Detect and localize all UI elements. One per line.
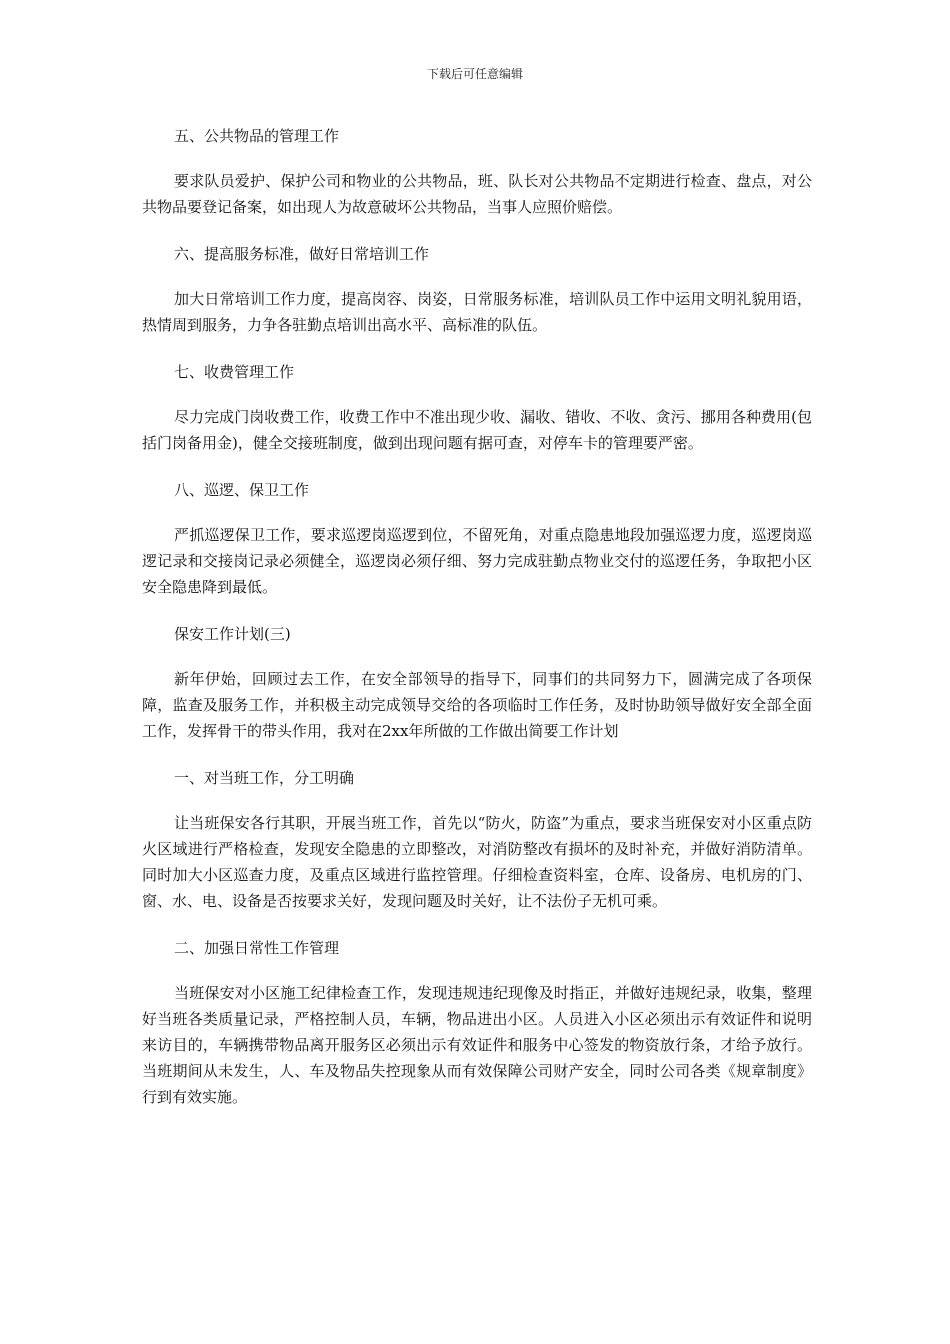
section-paragraph: 加大日常培训工作力度，提高岗容、岗姿，日常服务标准，培训队员工作中运用文明礼貌用语，热情周到服务，力争各驻勤点培训出高水平、高标准的队伍。	[142, 290, 812, 334]
section-heading: 七、收费管理工作	[174, 363, 295, 381]
section-heading: 八、巡逻、保卫工作	[174, 481, 310, 499]
section-paragraph: 当班保安对小区施工纪律检查工作，发现违规违纪现像及时指正，并做好违规纪录，收集，整理好当班各类质量记录，严格控制人员，车辆，物品进出小区。人员进入小区必须出示有效证件和说明来访目的，车辆携带物品离开服务区必须出示有效证件和服务中心签发的物资放行条，才给予放行。当班期间从未发生，人、车及物品失控现象从而有效保障公司财产安全，同时公司各类《规章制度》行到有效实施。	[142, 984, 812, 1106]
page-header: 下载后可任意编辑	[426, 67, 523, 81]
section-paragraph: 让当班保安各行其职，开展当班工作，首先以“防火，防盗”为重点，要求当班保安对小区重点防火区域进行严格检查，发现安全隐患的立即整改，对消防整改有损坏的及时补充，并做好消防清单。同时加大小区巡查力度，及重点区域进行监控管理。仔细检查资料室，仓库、设备房、电机房的门、窗、水、电、设备是否按要求关好，发现问题及时关好，让不法份子无机可乘。	[142, 814, 812, 910]
section-heading: 一、对当班工作，分工明确	[174, 769, 355, 787]
section-paragraph: 新年伊始，回顾过去工作，在安全部领导的指导下，同事们的共同努力下，圆满完成了各项保障，监查及服务工作，并积极主动完成领导交给的各项临时工作任务，及时协助领导做好安全部全面工作，发挥骨干的带头作用，我对在2xx年所做的工作做出简要工作计划	[142, 670, 812, 740]
section-paragraph: 尽力完成门岗收费工作，收费工作中不准出现少收、漏收、错收、不收、贪污、挪用各种费用(包括门岗备用金)，健全交接班制度，做到出现问题有据可查，对停车卡的管理要严密。	[142, 408, 812, 452]
document-body	[142, 122, 812, 1110]
section-heading: 五、公共物品的管理工作	[174, 127, 340, 145]
section-paragraph: 严抓巡逻保卫工作，要求巡逻岗巡逻到位，不留死角，对重点隐患地段加强巡逻力度，巡逻岗巡逻记录和交接岗记录必须健全，巡逻岗必须仔细、努力完成驻勤点物业交付的巡逻任务，争取把小区安全隐患降到最低。	[142, 526, 812, 596]
section-heading: 二、加强日常性工作管理	[174, 939, 340, 957]
section-heading: 六、提高服务标准，做好日常培训工作	[174, 245, 430, 263]
plan-title: 保安工作计划(三)	[174, 625, 291, 643]
section-paragraph: 要求队员爱护、保护公司和物业的公共物品，班、队长对公共物品不定期进行检查、盘点，对公共物品要登记备案，如出现人为故意破坏公共物品，当事人应照价赔偿。	[142, 172, 812, 216]
